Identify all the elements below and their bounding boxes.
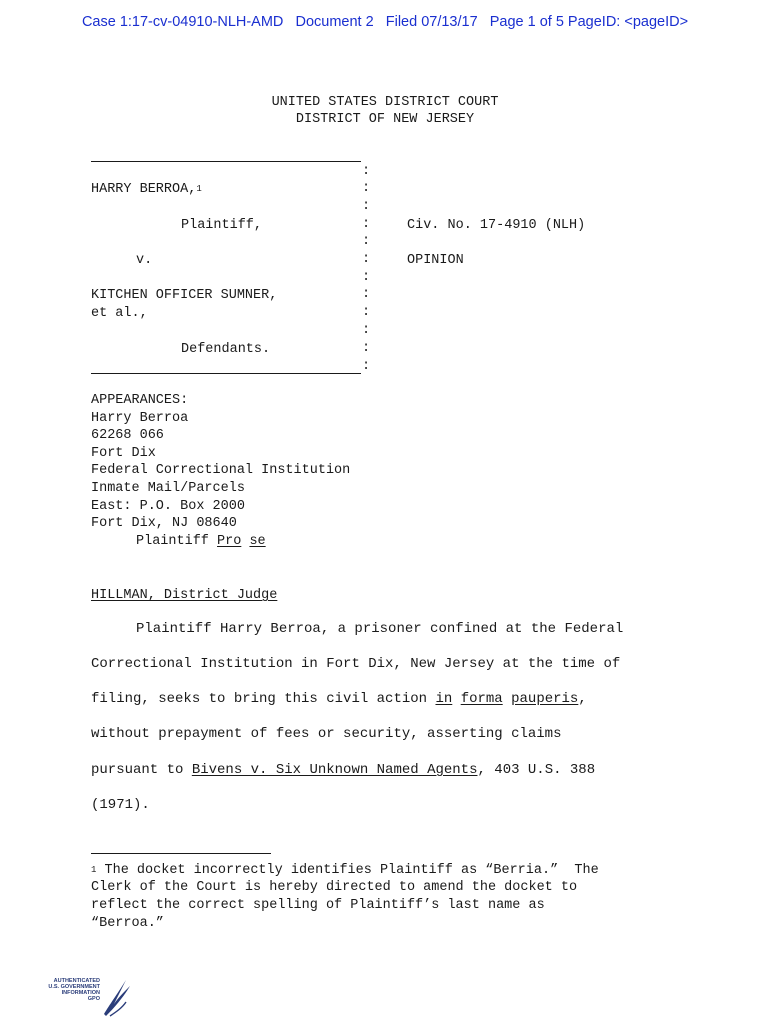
gpo-authentication-logo — [40, 974, 135, 1020]
caption-colon: : — [362, 287, 371, 302]
caption-colon: : — [362, 270, 371, 285]
court-district: DISTRICT OF NEW JERSEY — [295, 112, 475, 127]
court-name: UNITED STATES DISTRICT COURT — [271, 95, 499, 110]
footnote-rule — [91, 853, 271, 854]
plaintiff-role: Plaintiff, — [181, 218, 263, 233]
footnote-line: 1 The docket incorrectly identifies Plaintiff as “Berria.” The — [91, 863, 599, 878]
appearance-line: Federal Correctional Institution — [91, 463, 351, 478]
case-header: Case 1:17-cv-04910-NLH-AMD Document 2 Filed 07/13/17 Page 1 of 5 PageID: <pageID> — [81, 14, 689, 30]
plaintiff-name: HARRY BERROA,1 — [91, 182, 202, 197]
footnote-ref: 1 — [196, 184, 202, 194]
footnote-line: Clerk of the Court is hereby directed to amend the docket to — [91, 880, 578, 895]
body-line: filing, seeks to bring this civil action in forma pauperis, — [91, 691, 587, 707]
caption-top-rule — [91, 161, 361, 162]
footnote-line: “Berroa.” — [91, 916, 164, 931]
body-line: Correctional Institution in Fort Dix, New Jersey at the time of — [91, 656, 621, 672]
civil-number: Civ. No. 17-4910 (NLH) — [407, 218, 586, 233]
appearance-line: East: P.O. Box 2000 — [91, 499, 245, 514]
footnote-line: reflect the correct spelling of Plaintiff’s last name as — [91, 898, 545, 913]
defendant-role: Defendants. — [181, 342, 271, 357]
gpo-logo-text: AUTHENTICATED U.S. GOVERNMENT INFORMATION GPO — [48, 978, 100, 1002]
caption-colon: : — [362, 359, 371, 374]
body-line: Plaintiff Harry Berroa, a prisoner confined at the Federal — [136, 621, 624, 637]
document-type: OPINION — [407, 253, 464, 268]
case-citation: Bivens v. Six Unknown Named Agents — [191, 762, 478, 778]
body-line: pursuant to Bivens v. Six Unknown Named Agents, 403 U.S. 388 — [91, 762, 596, 778]
caption-colon: : — [362, 181, 371, 196]
defendant-name: KITCHEN OFFICER SUMNER, — [91, 288, 278, 303]
case-term: forma — [460, 691, 503, 707]
caption-colon: : — [362, 217, 371, 232]
defendant-etal: et al., — [91, 306, 148, 321]
body-line: without prepayment of fees or security, asserting claims — [91, 726, 562, 742]
appearance-role: Plaintiff Pro se — [136, 534, 266, 549]
caption-colon: : — [362, 234, 371, 249]
caption-bottom-rule — [91, 373, 361, 374]
case-term: in — [435, 691, 453, 707]
appearance-line: Fort Dix, NJ 08640 — [91, 516, 237, 531]
eagle-icon — [96, 974, 136, 1020]
caption-colon: : — [362, 305, 371, 320]
caption-colon: : — [362, 252, 371, 267]
case-term: pauperis — [511, 691, 579, 707]
appearance-line: Inmate Mail/Parcels — [91, 481, 245, 496]
appearance-line: 62268 066 — [91, 428, 164, 443]
appearances-heading: APPEARANCES: — [91, 393, 189, 408]
caption-colon: : — [362, 341, 371, 356]
versus: v. — [136, 253, 153, 268]
appearance-line: Harry Berroa — [91, 411, 189, 426]
caption-colon: : — [362, 323, 371, 338]
caption-colon: : — [362, 199, 371, 214]
caption-colon: : — [362, 164, 371, 179]
judge-name: HILLMAN, District Judge — [91, 588, 278, 603]
footnote-number: 1 — [91, 865, 97, 875]
appearance-line: Fort Dix — [91, 446, 156, 461]
body-line: (1971). — [91, 797, 150, 813]
